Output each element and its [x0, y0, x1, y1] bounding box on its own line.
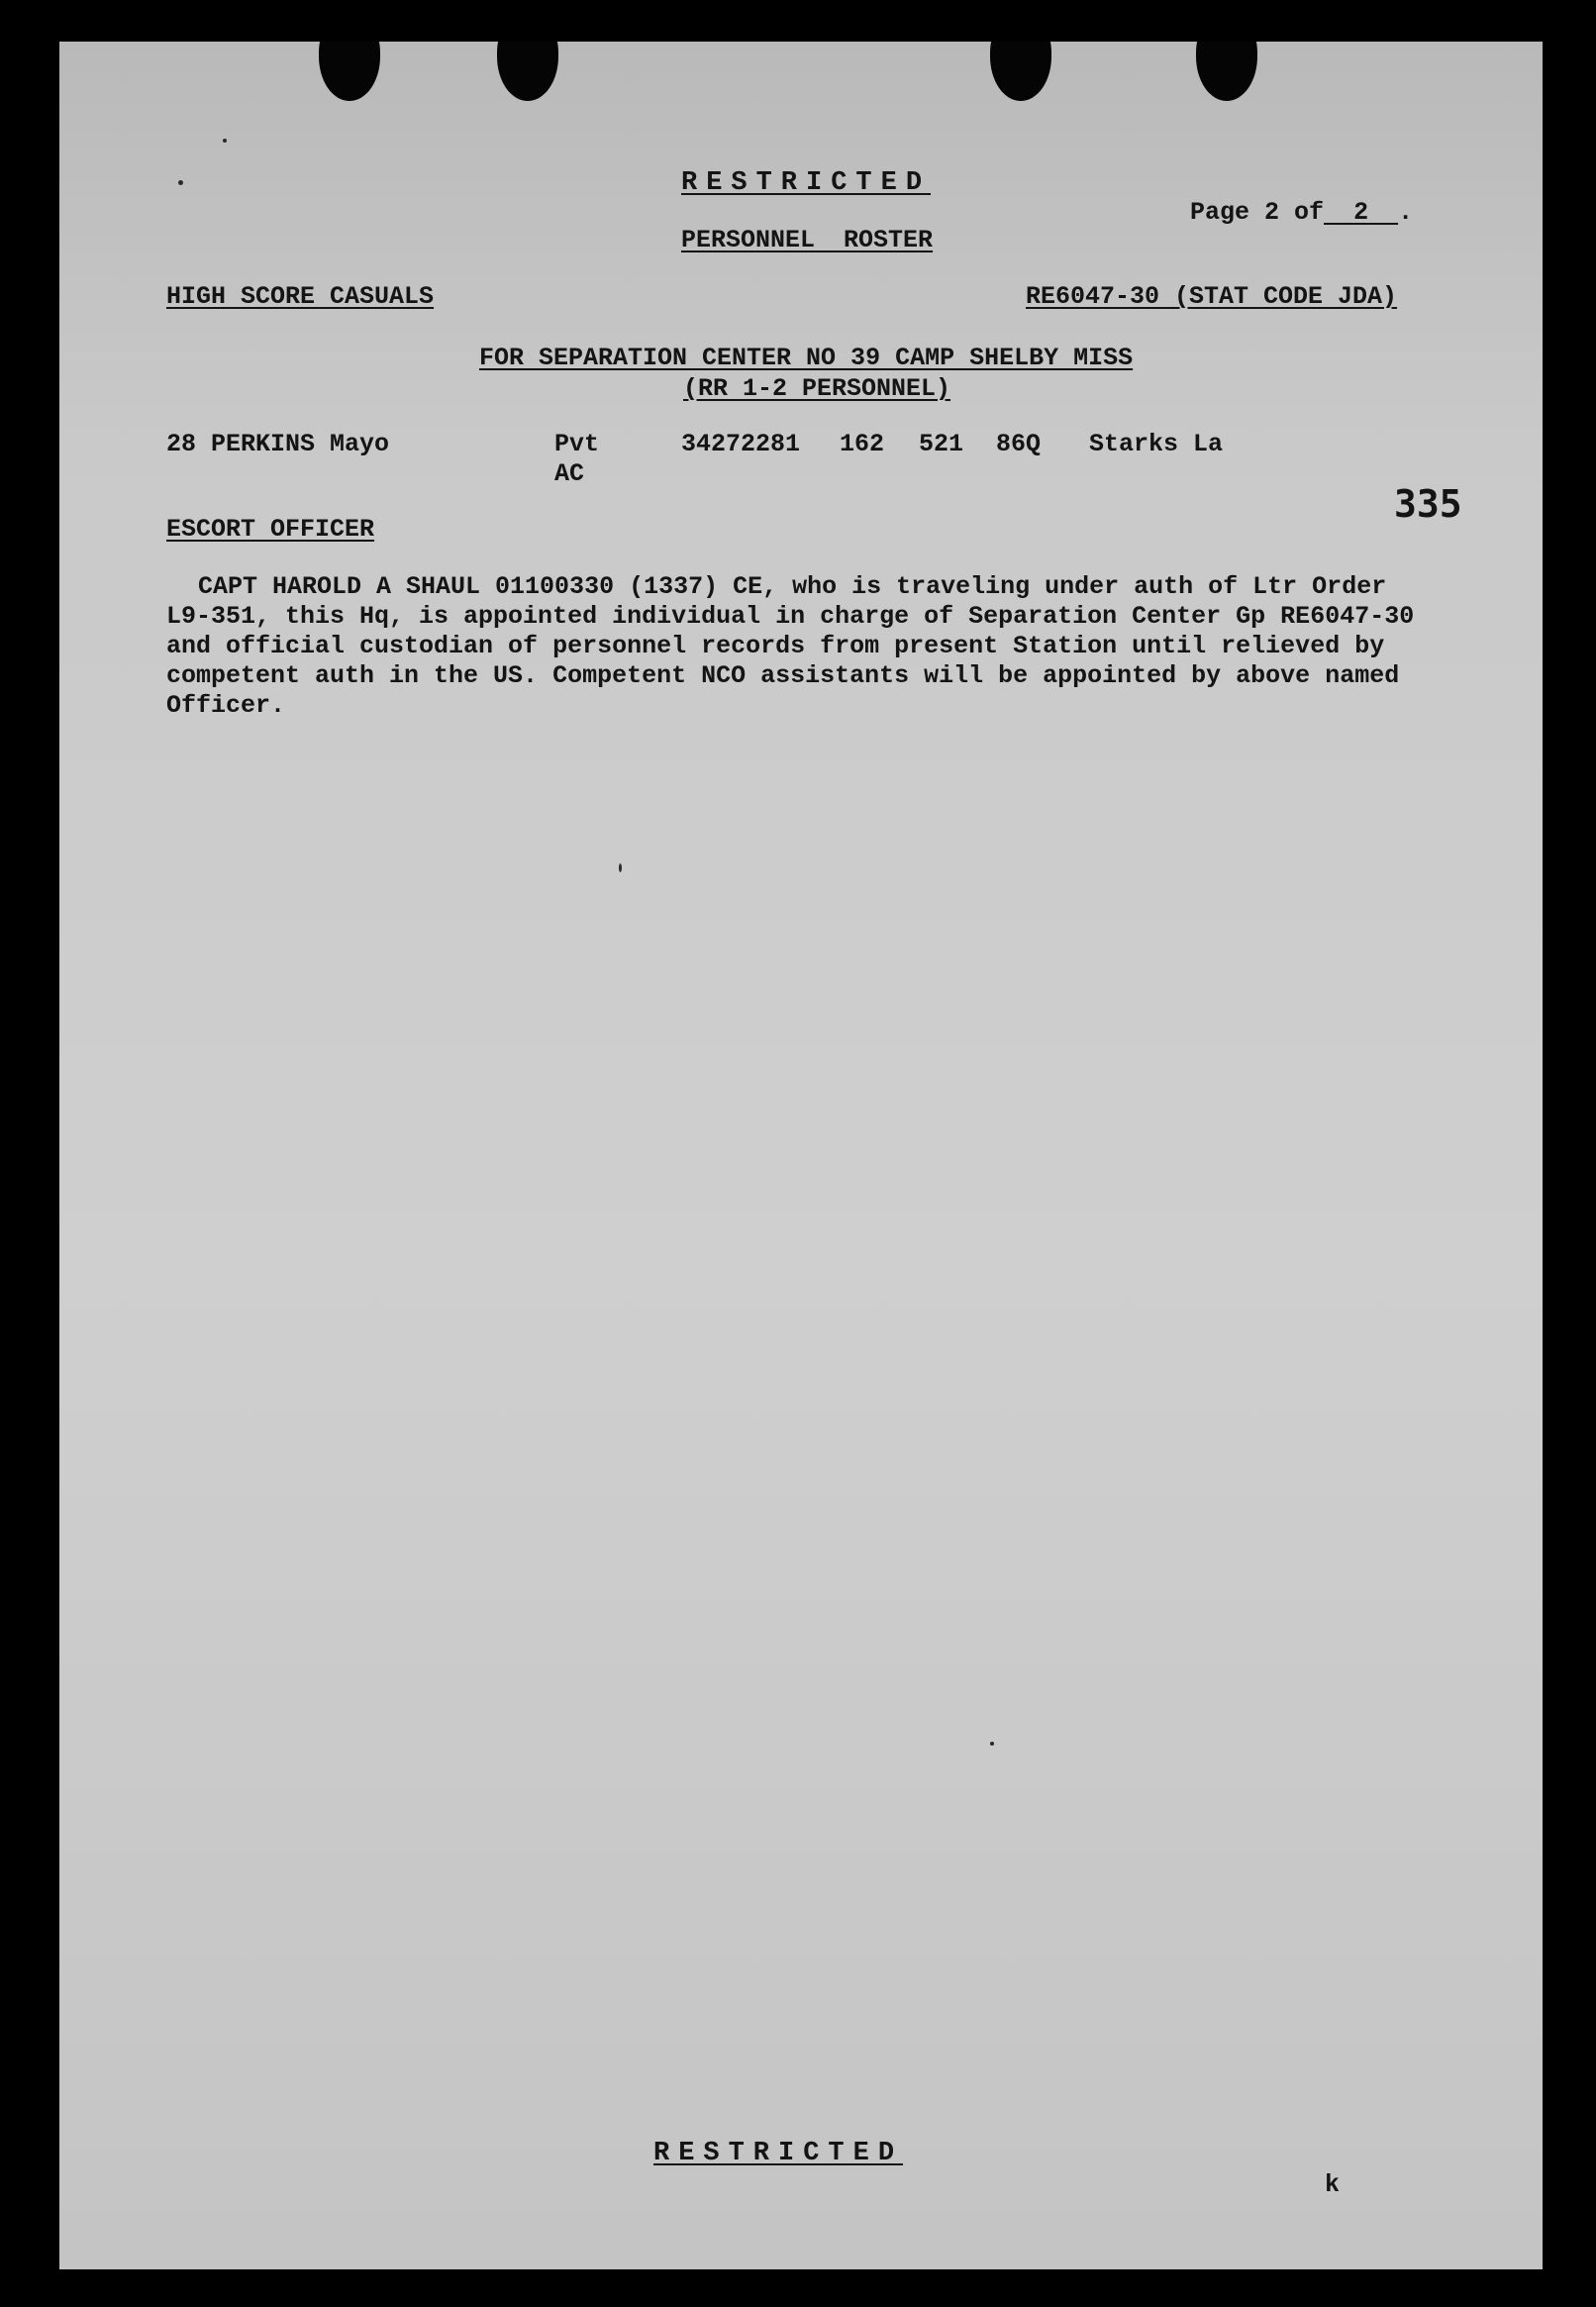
- page-indicator: Page 2 of 2 .: [1190, 198, 1414, 227]
- paper-speck: [619, 863, 622, 872]
- punch-hole: [990, 42, 1051, 101]
- paper-speck: [223, 139, 227, 143]
- document-page: [59, 42, 1543, 2269]
- roster-entry: 28 PERKINS Mayo: [166, 430, 390, 458]
- punch-hole: [319, 42, 380, 101]
- roster-home: Starks La: [1089, 430, 1224, 458]
- destination-line: FOR SEPARATION CENTER NO 39 CAMP SHELBY MISS: [479, 344, 1134, 372]
- paper-speck: [178, 180, 183, 185]
- roster-branch: AC: [554, 459, 585, 488]
- page-total: 2: [1353, 198, 1369, 227]
- escort-heading: ESCORT OFFICER: [166, 515, 375, 544]
- paper-speck: [990, 1742, 994, 1746]
- unit-name: HIGH SCORE CASUALS: [166, 282, 435, 311]
- roster-title: PERSONNEL ROSTER: [681, 226, 934, 254]
- roster-col2: 162: [840, 430, 885, 458]
- roster-col3: 521: [919, 430, 964, 458]
- shipment-code: RE6047-30 (STAT CODE JDA): [1026, 282, 1398, 311]
- roster-col4: 86Q: [996, 430, 1042, 458]
- destination-subline: (RR 1-2 PERSONNEL): [683, 374, 951, 403]
- roster-grade: Pvt: [554, 430, 600, 458]
- punch-hole: [1196, 42, 1257, 101]
- escort-paragraph: CAPT HAROLD A SHAUL 01100330 (1337) CE, who is traveling under auth of Ltr Order L9-351, this Hq, is appointed individual in charge of Separation Center Gp RE6047-30 and official custodian of personnel records from present Station until relieved by competent auth in the US. Competent NCO assistants will be appointed by above named Officer.: [166, 572, 1415, 720]
- stamp-number: 335: [1394, 482, 1462, 526]
- classification-top: RESTRICTED: [681, 168, 932, 198]
- page-label: Page 2 of: [1190, 198, 1325, 227]
- punch-hole: [497, 42, 558, 101]
- page-initial: k: [1325, 2170, 1341, 2199]
- classification-bottom: RESTRICTED: [653, 2139, 904, 2168]
- roster-serial: 34272281: [681, 430, 801, 458]
